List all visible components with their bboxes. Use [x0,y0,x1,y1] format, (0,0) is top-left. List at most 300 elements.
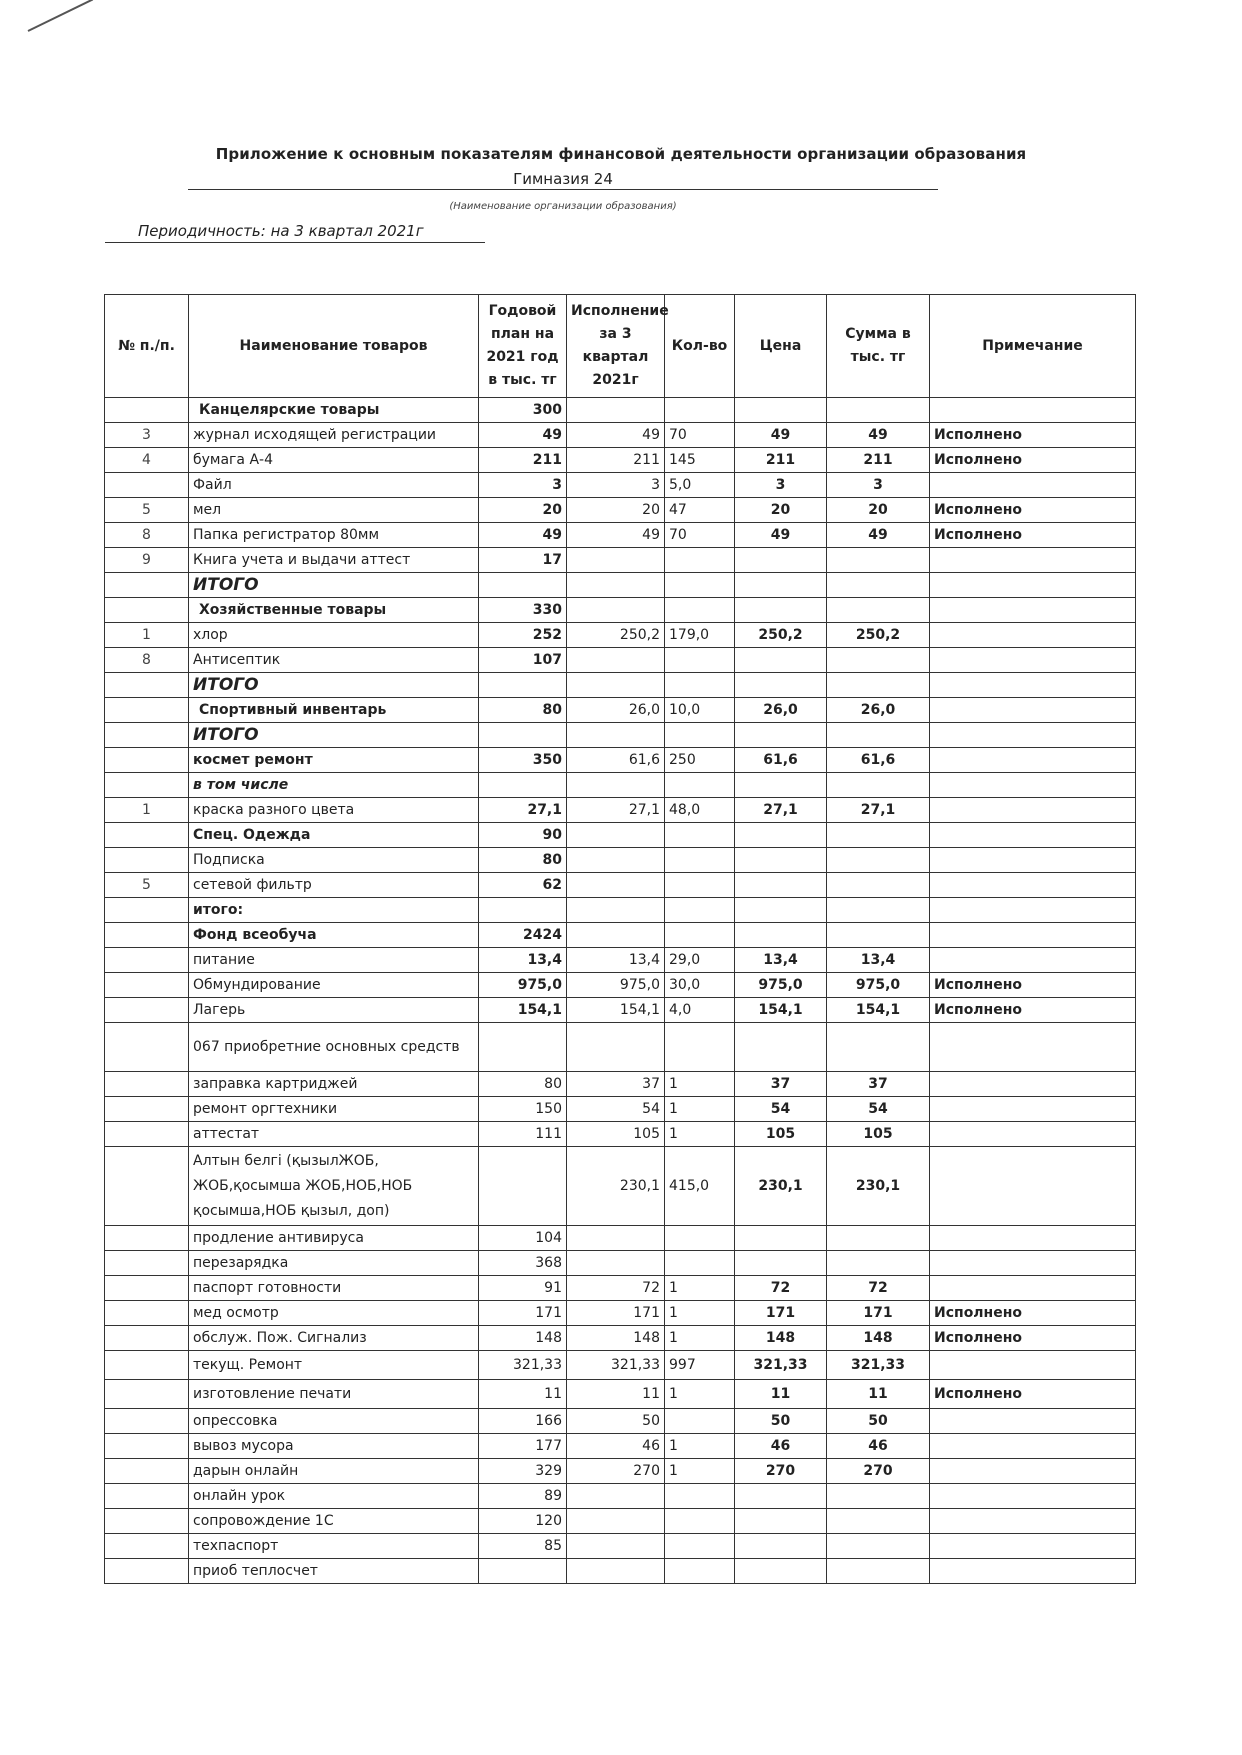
quantity-cell: 10,0 [665,698,735,723]
annual-plan-cell [479,573,567,598]
annual-plan-cell: 90 [479,823,567,848]
item-name-cell: приоб теплосчет [189,1559,479,1584]
quantity-cell [665,1559,735,1584]
note-cell [930,1251,1136,1276]
annual-plan-cell [479,1147,567,1226]
sum-cell [827,398,930,423]
quantity-cell: 415,0 [665,1147,735,1226]
item-name-cell: ремонт оргтехники [189,1097,479,1122]
item-name-cell: онлайн урок [189,1484,479,1509]
note-cell [930,1122,1136,1147]
price-cell: 54 [735,1097,827,1122]
execution-q3-cell: 105 [567,1122,665,1147]
price-cell: 250,2 [735,623,827,648]
execution-q3-cell: 37 [567,1072,665,1097]
price-cell [735,1559,827,1584]
quantity-cell: 30,0 [665,973,735,998]
note-cell [930,898,1136,923]
sum-cell [827,1251,930,1276]
item-name-cell: 067 приобретние основных средств [189,1023,479,1072]
row-number-cell [105,923,189,948]
sum-cell: 46 [827,1434,930,1459]
price-cell: 230,1 [735,1147,827,1226]
document-title: Приложение к основным показателям финансовой деятельности организации образования [215,145,1027,163]
note-cell: Исполнено [930,423,1136,448]
table-row [105,1097,1136,1122]
execution-q3-cell [567,1534,665,1559]
annual-plan-cell: 321,33 [479,1351,567,1380]
quantity-cell [665,923,735,948]
item-name-cell: вывоз мусора [189,1434,479,1459]
note-cell [930,648,1136,673]
execution-q3-cell: 270 [567,1459,665,1484]
note-cell: Исполнено [930,998,1136,1023]
organization-caption: (Наименование организации образования) [449,201,677,212]
quantity-cell: 179,0 [665,623,735,648]
sum-cell: 72 [827,1276,930,1301]
sum-cell: 975,0 [827,973,930,998]
price-cell [735,1534,827,1559]
quantity-cell [665,848,735,873]
note-cell [930,748,1136,773]
item-name-cell: Папка регистратор 80мм [189,523,479,548]
execution-q3-cell [567,673,665,698]
row-number-cell [105,698,189,723]
note-cell [930,473,1136,498]
note-cell [930,948,1136,973]
row-number-cell [105,673,189,698]
table-row [105,823,1136,848]
price-cell: 270 [735,1459,827,1484]
item-name-cell: техпаспорт [189,1534,479,1559]
row-number-cell [105,998,189,1023]
execution-q3-cell: 230,1 [567,1147,665,1226]
table-row [105,1122,1136,1147]
sum-cell [827,923,930,948]
annual-plan-cell: 80 [479,1072,567,1097]
row-number-cell: 4 [105,448,189,473]
note-cell [930,773,1136,798]
execution-q3-cell [567,873,665,898]
row-number-cell [105,1147,189,1226]
col-header-num: № п./п. [105,295,189,398]
sum-cell [827,1484,930,1509]
quantity-cell [665,1534,735,1559]
execution-q3-cell [567,1509,665,1534]
note-cell [930,873,1136,898]
execution-q3-cell [567,898,665,923]
execution-q3-cell [567,1484,665,1509]
sum-cell: 37 [827,1072,930,1097]
table-row [105,1559,1136,1584]
price-cell [735,648,827,673]
table-row [105,1351,1136,1380]
sum-cell: 20 [827,498,930,523]
annual-plan-cell: 166 [479,1409,567,1434]
row-number-cell [105,398,189,423]
note-cell [930,1434,1136,1459]
quantity-cell: 1 [665,1122,735,1147]
price-cell [735,1251,827,1276]
table-row [105,973,1136,998]
sum-cell: 49 [827,423,930,448]
price-cell [735,398,827,423]
quantity-cell [665,873,735,898]
quantity-cell: 70 [665,423,735,448]
execution-q3-cell: 154,1 [567,998,665,1023]
price-cell: 211 [735,448,827,473]
row-number-cell [105,1484,189,1509]
execution-q3-cell [567,848,665,873]
periodicity: Периодичность: на 3 квартал 2021г [105,222,485,243]
row-number-cell [105,748,189,773]
table-row [105,723,1136,748]
annual-plan-cell: 91 [479,1276,567,1301]
quantity-cell [665,723,735,748]
annual-plan-cell: 89 [479,1484,567,1509]
execution-q3-cell: 27,1 [567,798,665,823]
table-row [105,423,1136,448]
execution-q3-cell: 171 [567,1301,665,1326]
table-row [105,623,1136,648]
item-name-cell: краска разного цвета [189,798,479,823]
quantity-cell [665,823,735,848]
col-header-exec: Исполнение за 3 квартал 2021г [567,295,665,398]
annual-plan-cell: 49 [479,423,567,448]
quantity-cell: 1 [665,1097,735,1122]
sum-cell: 54 [827,1097,930,1122]
item-name-cell: паспорт готовности [189,1276,479,1301]
table-row [105,1326,1136,1351]
item-name-cell: Обмундирование [189,973,479,998]
price-cell: 13,4 [735,948,827,973]
item-name-cell: Спец. Одежда [189,823,479,848]
note-cell: Исполнено [930,498,1136,523]
annual-plan-cell: 975,0 [479,973,567,998]
sum-cell [827,773,930,798]
note-cell [930,1484,1136,1509]
note-cell [930,1147,1136,1226]
item-name-cell: итого: [189,898,479,923]
annual-plan-cell: 11 [479,1380,567,1409]
execution-q3-cell: 26,0 [567,698,665,723]
execution-q3-cell [567,1023,665,1072]
col-header-note: Примечание [930,295,1136,398]
note-cell [930,1534,1136,1559]
quantity-cell: 5,0 [665,473,735,498]
col-header-name: Наименование товаров [189,295,479,398]
quantity-cell [665,898,735,923]
price-cell [735,773,827,798]
row-number-cell [105,1509,189,1534]
note-cell: Исполнено [930,973,1136,998]
sum-cell [827,548,930,573]
table-row [105,1301,1136,1326]
table-row [105,1434,1136,1459]
note-cell [930,723,1136,748]
sum-cell: 11 [827,1380,930,1409]
price-cell: 27,1 [735,798,827,823]
annual-plan-cell: 177 [479,1434,567,1459]
execution-q3-cell: 3 [567,473,665,498]
execution-q3-cell [567,1226,665,1251]
item-name-cell: ИТОГО [189,723,479,748]
table-row [105,598,1136,623]
execution-q3-cell: 148 [567,1326,665,1351]
note-cell [930,548,1136,573]
row-number-cell: 1 [105,798,189,823]
execution-q3-cell: 321,33 [567,1351,665,1380]
table-row [105,573,1136,598]
note-cell [930,1023,1136,1072]
quantity-cell [665,398,735,423]
sum-cell [827,1023,930,1072]
sum-cell: 27,1 [827,798,930,823]
price-cell [735,548,827,573]
table-row [105,923,1136,948]
execution-q3-cell [567,548,665,573]
quantity-cell: 997 [665,1351,735,1380]
goods-table [104,294,1136,1584]
table-row [105,1276,1136,1301]
row-number-cell: 3 [105,423,189,448]
table-row [105,1072,1136,1097]
row-number-cell [105,1459,189,1484]
quantity-cell: 1 [665,1434,735,1459]
row-number-cell: 9 [105,548,189,573]
item-name-cell: Алтын белгі (қызылЖОБ, ЖОБ,қосымша ЖОБ,НОБ,НОБ қосымша,НОБ қызыл, доп) [189,1147,479,1226]
item-name-cell: перезарядка [189,1251,479,1276]
sum-cell: 154,1 [827,998,930,1023]
note-cell [930,1072,1136,1097]
annual-plan-cell: 62 [479,873,567,898]
item-name-cell: хлор [189,623,479,648]
price-cell [735,1509,827,1534]
table-row [105,523,1136,548]
price-cell [735,598,827,623]
sum-cell [827,723,930,748]
execution-q3-cell: 49 [567,523,665,548]
execution-q3-cell: 13,4 [567,948,665,973]
row-number-cell [105,1534,189,1559]
note-cell [930,798,1136,823]
execution-q3-cell [567,598,665,623]
annual-plan-cell: 49 [479,523,567,548]
item-name-cell: обслуж. Пож. Сигнализ [189,1326,479,1351]
annual-plan-cell: 329 [479,1459,567,1484]
price-cell: 46 [735,1434,827,1459]
annual-plan-cell: 252 [479,623,567,648]
row-number-cell: 5 [105,498,189,523]
quantity-cell [665,673,735,698]
item-name-cell: Подписка [189,848,479,873]
quantity-cell: 47 [665,498,735,523]
price-cell: 49 [735,523,827,548]
item-name-cell: сетевой фильтр [189,873,479,898]
item-name-cell: заправка картриджей [189,1072,479,1097]
sum-cell [827,1559,930,1584]
col-header-qty: Кол-во [665,295,735,398]
note-cell [930,823,1136,848]
row-number-cell [105,598,189,623]
note-cell [930,1409,1136,1434]
col-header-sum: Сумма в тыс. тг [827,295,930,398]
annual-plan-cell: 350 [479,748,567,773]
row-number-cell: 5 [105,873,189,898]
note-cell: Исполнено [930,448,1136,473]
annual-plan-cell: 3 [479,473,567,498]
row-number-cell [105,723,189,748]
item-name-cell: мед осмотр [189,1301,479,1326]
execution-q3-cell [567,823,665,848]
price-cell: 20 [735,498,827,523]
row-number-cell [105,573,189,598]
sum-cell: 3 [827,473,930,498]
execution-q3-cell [567,1251,665,1276]
annual-plan-cell [479,898,567,923]
price-cell: 975,0 [735,973,827,998]
sum-cell [827,648,930,673]
price-cell: 50 [735,1409,827,1434]
execution-q3-cell: 49 [567,423,665,448]
note-cell [930,1226,1136,1251]
note-cell: Исполнено [930,523,1136,548]
row-number-cell [105,1072,189,1097]
quantity-cell: 1 [665,1459,735,1484]
col-header-plan: Годовой план на 2021 год в тыс. тг [479,295,567,398]
price-cell [735,723,827,748]
row-number-cell [105,948,189,973]
price-cell: 37 [735,1072,827,1097]
item-name-cell: журнал исходящей регистрации [189,423,479,448]
item-name-cell: продление антивируса [189,1226,479,1251]
note-cell [930,848,1136,873]
item-name-cell: Спортивный инвентарь [189,698,479,723]
sum-cell: 321,33 [827,1351,930,1380]
quantity-cell [665,1409,735,1434]
sum-cell: 250,2 [827,623,930,648]
item-name-cell: бумага А-4 [189,448,479,473]
annual-plan-cell: 211 [479,448,567,473]
price-cell [735,823,827,848]
item-name-cell: текущ. Ремонт [189,1351,479,1380]
row-number-cell: 8 [105,523,189,548]
execution-q3-cell [567,573,665,598]
row-number-cell: 1 [105,623,189,648]
annual-plan-cell: 171 [479,1301,567,1326]
execution-q3-cell: 46 [567,1434,665,1459]
sum-cell [827,573,930,598]
table-row [105,898,1136,923]
price-cell: 61,6 [735,748,827,773]
sum-cell [827,873,930,898]
price-cell [735,1484,827,1509]
annual-plan-cell: 150 [479,1097,567,1122]
annual-plan-cell: 80 [479,848,567,873]
table-row [105,748,1136,773]
quantity-cell: 1 [665,1301,735,1326]
note-cell [930,1509,1136,1534]
table-row [105,1226,1136,1251]
quantity-cell: 70 [665,523,735,548]
note-cell [930,623,1136,648]
table-row [105,1459,1136,1484]
price-cell: 321,33 [735,1351,827,1380]
table-row [105,1380,1136,1409]
quantity-cell [665,548,735,573]
execution-q3-cell [567,773,665,798]
table-row [105,798,1136,823]
annual-plan-cell: 17 [479,548,567,573]
note-cell [930,1459,1136,1484]
item-name-cell: Хозяйственные товары [189,598,479,623]
annual-plan-cell: 330 [479,598,567,623]
note-cell [930,398,1136,423]
sum-cell: 105 [827,1122,930,1147]
item-name-cell: Антисептик [189,648,479,673]
row-number-cell [105,898,189,923]
note-cell [930,1351,1136,1380]
item-name-cell: ИТОГО [189,673,479,698]
note-cell [930,598,1136,623]
table-row [105,1509,1136,1534]
table-row [105,1023,1136,1072]
item-name-cell: дарын онлайн [189,1459,479,1484]
annual-plan-cell [479,1023,567,1072]
annual-plan-cell: 111 [479,1122,567,1147]
quantity-cell: 1 [665,1072,735,1097]
price-cell: 49 [735,423,827,448]
item-name-cell: Канцелярские товары [189,398,479,423]
sum-cell [827,1534,930,1559]
price-cell: 11 [735,1380,827,1409]
price-cell: 105 [735,1122,827,1147]
quantity-cell [665,648,735,673]
table-row [105,1251,1136,1276]
sum-cell: 49 [827,523,930,548]
sum-cell: 61,6 [827,748,930,773]
table-row [105,873,1136,898]
annual-plan-cell: 107 [479,648,567,673]
execution-q3-cell: 250,2 [567,623,665,648]
annual-plan-cell: 85 [479,1534,567,1559]
sum-cell: 148 [827,1326,930,1351]
row-number-cell [105,1409,189,1434]
row-number-cell [105,1097,189,1122]
row-number-cell [105,1559,189,1584]
organization-name: Гимназия 24 [188,170,938,190]
quantity-cell [665,1484,735,1509]
quantity-cell [665,1226,735,1251]
sum-cell [827,898,930,923]
price-cell [735,923,827,948]
execution-q3-cell: 975,0 [567,973,665,998]
table-body [105,398,1136,1584]
execution-q3-cell: 211 [567,448,665,473]
note-cell: Исполнено [930,1301,1136,1326]
price-cell [735,848,827,873]
row-number-cell [105,473,189,498]
execution-q3-cell: 54 [567,1097,665,1122]
quantity-cell: 1 [665,1326,735,1351]
quantity-cell: 250 [665,748,735,773]
quantity-cell [665,1023,735,1072]
annual-plan-cell: 300 [479,398,567,423]
item-name-cell: Фонд всеобуча [189,923,479,948]
note-cell [930,1276,1136,1301]
sum-cell [827,1509,930,1534]
table-row [105,1484,1136,1509]
